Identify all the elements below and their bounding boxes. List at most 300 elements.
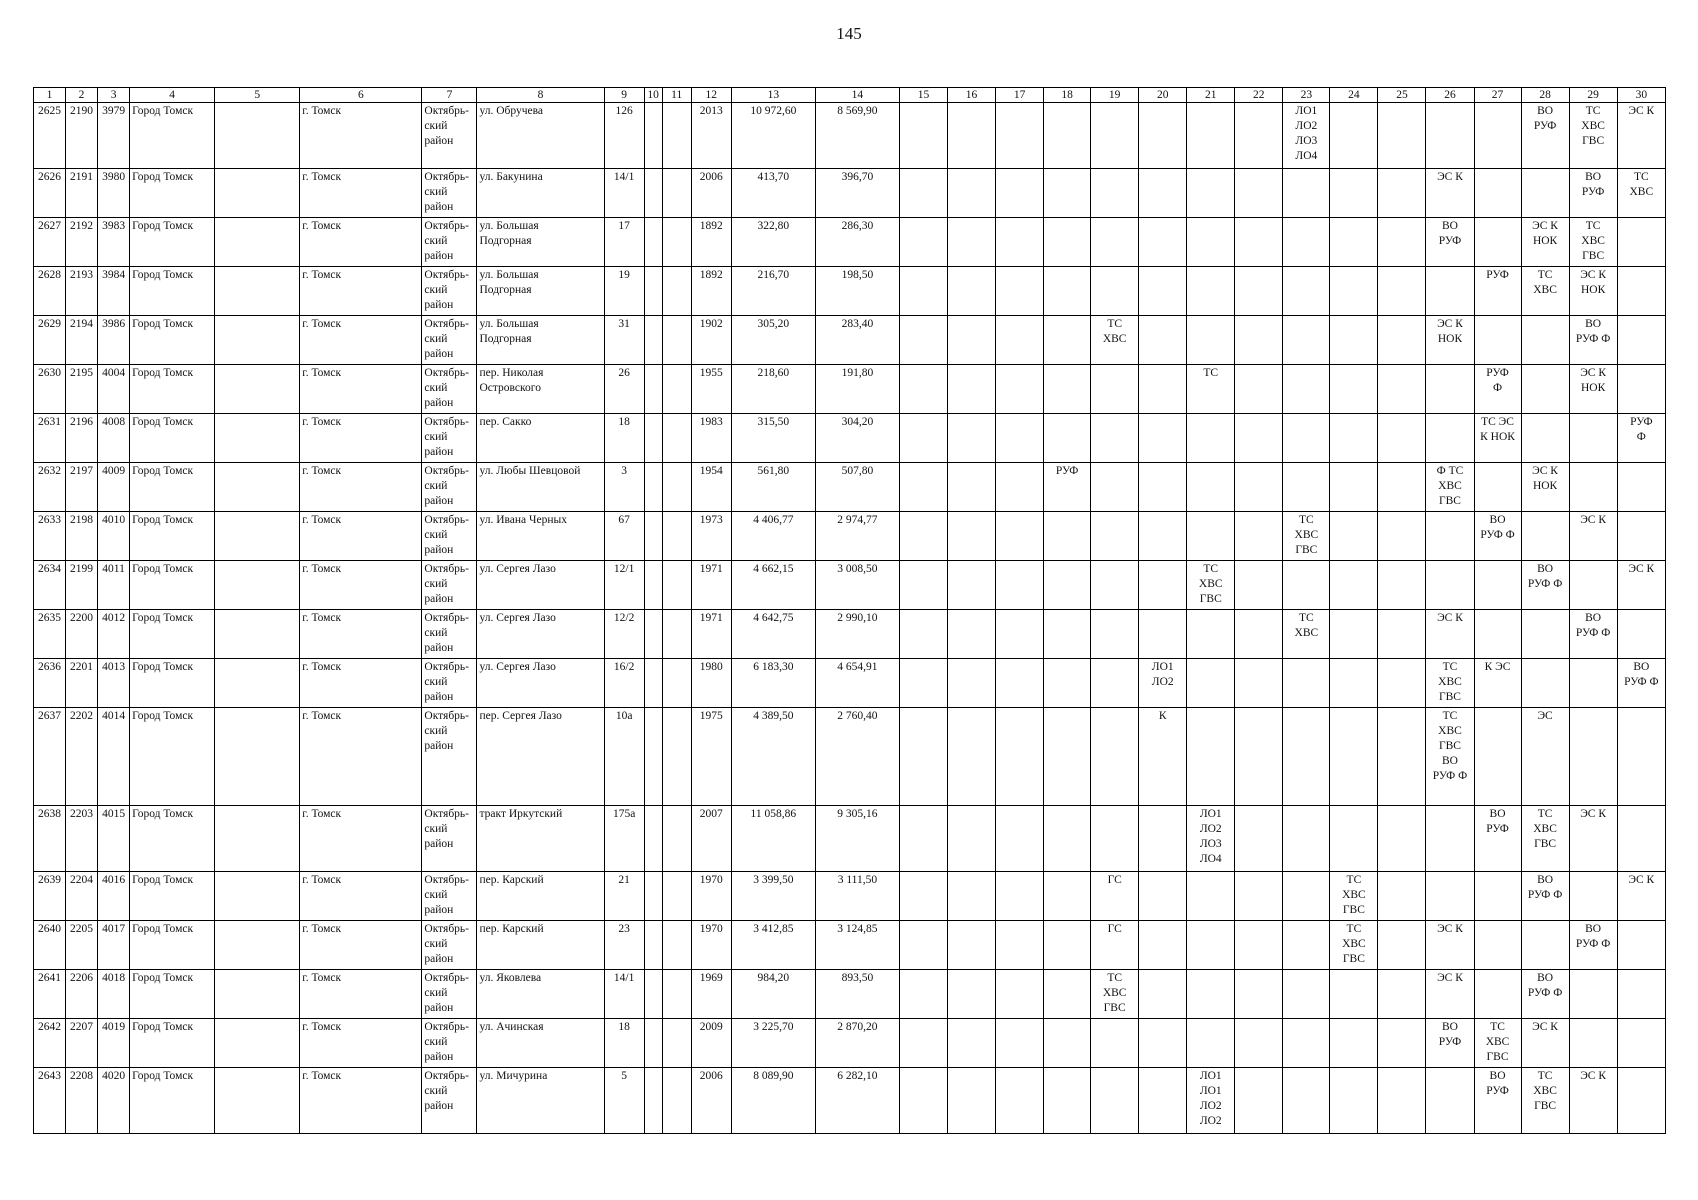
table-cell-col-28: ВО РУФ	[1521, 103, 1569, 169]
table-cell-col-30	[1617, 806, 1665, 872]
column-header-22: 22	[1235, 88, 1283, 103]
table-cell-col-5	[215, 659, 300, 708]
table-cell-col-22	[1235, 806, 1283, 872]
table-cell-col-22	[1235, 316, 1283, 365]
table-cell-col-30	[1617, 512, 1665, 561]
table-cell-col-24	[1330, 708, 1378, 806]
table-cell-col-17	[996, 970, 1044, 1019]
table-cell-col-6: г. Томск	[300, 1068, 422, 1134]
table-cell-col-8: ул. Сергея Лазо	[477, 561, 604, 610]
table-cell-col-29: ЭС К НОК	[1569, 365, 1617, 414]
table-cell-col-27	[1474, 316, 1521, 365]
column-header-27: 27	[1474, 88, 1521, 103]
table-cell-col-11	[662, 806, 691, 872]
table-cell-col-18	[1044, 561, 1091, 610]
table-cell-col-1: 2633	[34, 512, 66, 561]
table-cell-col-23	[1283, 806, 1330, 872]
table-cell-col-12: 2009	[691, 1019, 731, 1068]
table-cell-col-12: 1892	[691, 218, 731, 267]
column-header-5: 5	[215, 88, 300, 103]
table-row	[34, 169, 1666, 218]
table-cell-col-8: пер. Карский	[477, 872, 604, 921]
table-cell-col-24	[1330, 806, 1378, 872]
table-cell-col-4: Город Томск	[130, 463, 215, 512]
registry-table-container	[33, 87, 1666, 1134]
table-cell-col-17	[996, 414, 1044, 463]
table-row	[34, 708, 1666, 806]
table-cell-col-11	[662, 561, 691, 610]
table-cell-col-22	[1235, 169, 1283, 218]
table-cell-col-27	[1474, 103, 1521, 169]
table-cell-col-14: 3 111,50	[815, 872, 899, 921]
table-cell-col-2: 2192	[66, 218, 98, 267]
table-cell-col-16	[948, 872, 996, 921]
table-cell-col-17	[996, 365, 1044, 414]
table-cell-col-4: Город Томск	[130, 103, 215, 169]
table-cell-col-23	[1283, 1019, 1330, 1068]
table-cell-col-27: ТС ХВС ГВС	[1474, 1019, 1521, 1068]
table-cell-col-29: ВО РУФ Ф	[1569, 921, 1617, 970]
table-cell-col-19	[1091, 218, 1139, 267]
table-cell-col-25	[1378, 169, 1426, 218]
table-cell-col-18	[1044, 1019, 1091, 1068]
table-cell-col-29	[1569, 1019, 1617, 1068]
table-cell-col-3: 3983	[98, 218, 130, 267]
table-cell-col-21	[1187, 1019, 1235, 1068]
table-cell-col-12: 1970	[691, 921, 731, 970]
table-cell-col-17	[996, 659, 1044, 708]
table-cell-col-25	[1378, 708, 1426, 806]
table-cell-col-22	[1235, 970, 1283, 1019]
table-cell-col-12: 1955	[691, 365, 731, 414]
table-cell-col-11	[662, 463, 691, 512]
table-cell-col-8: ул. Ивана Черных	[477, 512, 604, 561]
table-cell-col-6: г. Томск	[300, 561, 422, 610]
table-cell-col-1: 2636	[34, 659, 66, 708]
table-cell-col-2: 2203	[66, 806, 98, 872]
table-row	[34, 872, 1666, 921]
table-cell-col-28	[1521, 169, 1569, 218]
table-cell-col-20	[1139, 610, 1187, 659]
table-cell-col-8: ул. Ачинская	[477, 1019, 604, 1068]
column-header-11: 11	[662, 88, 691, 103]
table-cell-col-9: 14/1	[604, 970, 644, 1019]
table-cell-col-29: ВО РУФ Ф	[1569, 610, 1617, 659]
table-cell-col-13: 6 183,30	[731, 659, 815, 708]
table-cell-col-19	[1091, 414, 1139, 463]
table-cell-col-24	[1330, 1068, 1378, 1134]
table-cell-col-11	[662, 921, 691, 970]
table-cell-col-30	[1617, 316, 1665, 365]
table-cell-col-13: 305,20	[731, 316, 815, 365]
table-cell-col-26: ЭС К НОК	[1426, 316, 1474, 365]
column-header-3: 3	[98, 88, 130, 103]
table-cell-col-12: 2006	[691, 1068, 731, 1134]
table-cell-col-26	[1426, 414, 1474, 463]
table-cell-col-5	[215, 414, 300, 463]
table-cell-col-25	[1378, 463, 1426, 512]
table-cell-col-17	[996, 561, 1044, 610]
table-cell-col-25	[1378, 414, 1426, 463]
table-cell-col-5	[215, 365, 300, 414]
table-row	[34, 610, 1666, 659]
table-cell-col-22	[1235, 512, 1283, 561]
table-cell-col-24	[1330, 970, 1378, 1019]
table-cell-col-14: 2 870,20	[815, 1019, 899, 1068]
column-header-25: 25	[1378, 88, 1426, 103]
table-cell-col-27	[1474, 921, 1521, 970]
table-cell-col-16	[948, 561, 996, 610]
table-cell-col-22	[1235, 561, 1283, 610]
table-cell-col-26	[1426, 267, 1474, 316]
table-cell-col-23	[1283, 169, 1330, 218]
table-cell-col-23	[1283, 1068, 1330, 1134]
table-cell-col-11	[662, 1068, 691, 1134]
table-cell-col-1: 2625	[34, 103, 66, 169]
table-cell-col-29	[1569, 414, 1617, 463]
table-cell-col-2: 2194	[66, 316, 98, 365]
table-cell-col-15	[899, 970, 947, 1019]
table-cell-col-23	[1283, 659, 1330, 708]
table-cell-col-9: 16/2	[604, 659, 644, 708]
table-cell-col-10	[644, 414, 662, 463]
table-cell-col-26: ЭС К	[1426, 970, 1474, 1019]
table-cell-col-19	[1091, 103, 1139, 169]
table-cell-col-6: г. Томск	[300, 659, 422, 708]
table-cell-col-10	[644, 970, 662, 1019]
table-cell-col-18	[1044, 414, 1091, 463]
table-cell-col-27: ВО РУФ Ф	[1474, 512, 1521, 561]
table-cell-col-29: ВО РУФ	[1569, 169, 1617, 218]
table-cell-col-5	[215, 218, 300, 267]
table-cell-col-19	[1091, 267, 1139, 316]
table-cell-col-25	[1378, 659, 1426, 708]
table-cell-col-1: 2630	[34, 365, 66, 414]
table-cell-col-18	[1044, 1068, 1091, 1134]
table-cell-col-18	[1044, 659, 1091, 708]
table-cell-col-28: ЭС К НОК	[1521, 218, 1569, 267]
table-cell-col-30	[1617, 218, 1665, 267]
table-cell-col-2: 2200	[66, 610, 98, 659]
table-cell-col-9: 175а	[604, 806, 644, 872]
table-cell-col-23	[1283, 970, 1330, 1019]
table-cell-col-15	[899, 103, 947, 169]
table-cell-col-3: 4004	[98, 365, 130, 414]
table-cell-col-20	[1139, 463, 1187, 512]
table-cell-col-13: 216,70	[731, 267, 815, 316]
table-cell-col-25	[1378, 872, 1426, 921]
table-cell-col-3: 4010	[98, 512, 130, 561]
table-row	[34, 970, 1666, 1019]
table-cell-col-11	[662, 218, 691, 267]
table-cell-col-30	[1617, 1068, 1665, 1134]
table-cell-col-22	[1235, 659, 1283, 708]
table-cell-col-18	[1044, 921, 1091, 970]
table-cell-col-24	[1330, 512, 1378, 561]
table-cell-col-14: 9 305,16	[815, 806, 899, 872]
table-cell-col-6: г. Томск	[300, 267, 422, 316]
table-cell-col-13: 322,80	[731, 218, 815, 267]
table-cell-col-23	[1283, 561, 1330, 610]
column-header-12: 12	[691, 88, 731, 103]
table-cell-col-28: ЭС К НОК	[1521, 463, 1569, 512]
table-cell-col-28	[1521, 512, 1569, 561]
table-cell-col-7: Октябрь- ский район	[422, 970, 477, 1019]
table-cell-col-19	[1091, 806, 1139, 872]
table-cell-col-20	[1139, 316, 1187, 365]
table-cell-col-9: 21	[604, 872, 644, 921]
table-cell-col-9: 18	[604, 414, 644, 463]
table-cell-col-24	[1330, 169, 1378, 218]
table-cell-col-8: пер. Сакко	[477, 414, 604, 463]
table-cell-col-10	[644, 561, 662, 610]
table-cell-col-14: 2 974,77	[815, 512, 899, 561]
table-cell-col-19	[1091, 1019, 1139, 1068]
table-cell-col-1: 2642	[34, 1019, 66, 1068]
table-cell-col-24	[1330, 103, 1378, 169]
table-cell-col-27: РУФ Ф	[1474, 365, 1521, 414]
table-cell-col-13: 4 406,77	[731, 512, 815, 561]
table-cell-col-19	[1091, 169, 1139, 218]
table-cell-col-28: ВО РУФ Ф	[1521, 970, 1569, 1019]
table-cell-col-5	[215, 1068, 300, 1134]
table-cell-col-5	[215, 921, 300, 970]
table-cell-col-30	[1617, 1019, 1665, 1068]
table-cell-col-25	[1378, 1068, 1426, 1134]
table-cell-col-6: г. Томск	[300, 316, 422, 365]
table-cell-col-2: 2199	[66, 561, 98, 610]
table-cell-col-20	[1139, 1019, 1187, 1068]
table-cell-col-22	[1235, 708, 1283, 806]
table-cell-col-11	[662, 872, 691, 921]
table-cell-col-9: 23	[604, 921, 644, 970]
table-cell-col-15	[899, 512, 947, 561]
table-cell-col-10	[644, 708, 662, 806]
table-cell-col-28: ВО РУФ Ф	[1521, 872, 1569, 921]
table-cell-col-10	[644, 103, 662, 169]
table-cell-col-26: ЭС К	[1426, 921, 1474, 970]
table-cell-col-10	[644, 806, 662, 872]
table-cell-col-19	[1091, 659, 1139, 708]
table-cell-col-4: Город Томск	[130, 659, 215, 708]
table-cell-col-6: г. Томск	[300, 708, 422, 806]
table-cell-col-8: ул. Бакунина	[477, 169, 604, 218]
table-cell-col-28: ЭС К	[1521, 1019, 1569, 1068]
table-cell-col-21	[1187, 659, 1235, 708]
table-cell-col-13: 3 225,70	[731, 1019, 815, 1068]
table-cell-col-22	[1235, 463, 1283, 512]
table-cell-col-18	[1044, 267, 1091, 316]
table-cell-col-30	[1617, 970, 1665, 1019]
table-cell-col-22	[1235, 414, 1283, 463]
table-cell-col-12: 1971	[691, 610, 731, 659]
table-cell-col-26	[1426, 806, 1474, 872]
table-cell-col-29	[1569, 659, 1617, 708]
table-cell-col-16	[948, 659, 996, 708]
table-cell-col-4: Город Томск	[130, 169, 215, 218]
table-cell-col-10	[644, 610, 662, 659]
table-cell-col-9: 12/2	[604, 610, 644, 659]
table-cell-col-23: ЛО1 ЛО2 ЛО3 ЛО4	[1283, 103, 1330, 169]
table-cell-col-10	[644, 218, 662, 267]
table-cell-col-17	[996, 103, 1044, 169]
table-cell-col-4: Город Томск	[130, 267, 215, 316]
table-cell-col-6: г. Томск	[300, 169, 422, 218]
table-cell-col-24	[1330, 414, 1378, 463]
table-cell-col-15	[899, 463, 947, 512]
table-row	[34, 1068, 1666, 1134]
table-cell-col-17	[996, 267, 1044, 316]
table-cell-col-28: ВО РУФ Ф	[1521, 561, 1569, 610]
table-cell-col-30: ТС ХВС	[1617, 169, 1665, 218]
table-cell-col-13: 11 058,86	[731, 806, 815, 872]
table-cell-col-26: ТС ХВС ГВС	[1426, 659, 1474, 708]
table-cell-col-21	[1187, 316, 1235, 365]
table-cell-col-28	[1521, 921, 1569, 970]
column-header-26: 26	[1426, 88, 1474, 103]
table-cell-col-28: ТС ХВС ГВС	[1521, 806, 1569, 872]
table-cell-col-1: 2629	[34, 316, 66, 365]
table-cell-col-18	[1044, 970, 1091, 1019]
column-header-6: 6	[300, 88, 422, 103]
table-cell-col-30	[1617, 921, 1665, 970]
table-cell-col-29	[1569, 708, 1617, 806]
column-header-28: 28	[1521, 88, 1569, 103]
table-cell-col-19: ГС	[1091, 872, 1139, 921]
table-cell-col-30	[1617, 365, 1665, 414]
column-header-2: 2	[66, 88, 98, 103]
table-cell-col-2: 2202	[66, 708, 98, 806]
table-cell-col-19	[1091, 708, 1139, 806]
table-cell-col-5	[215, 610, 300, 659]
table-cell-col-22	[1235, 267, 1283, 316]
table-cell-col-7: Октябрь- ский район	[422, 414, 477, 463]
table-cell-col-2: 2193	[66, 267, 98, 316]
table-cell-col-7: Октябрь- ский район	[422, 921, 477, 970]
column-header-29: 29	[1569, 88, 1617, 103]
table-cell-col-8: ул. Мичурина	[477, 1068, 604, 1134]
table-cell-col-28	[1521, 659, 1569, 708]
table-row	[34, 267, 1666, 316]
table-cell-col-4: Город Томск	[130, 414, 215, 463]
table-cell-col-1: 2637	[34, 708, 66, 806]
table-cell-col-27	[1474, 610, 1521, 659]
table-cell-col-2: 2190	[66, 103, 98, 169]
table-cell-col-6: г. Томск	[300, 921, 422, 970]
table-cell-col-2: 2208	[66, 1068, 98, 1134]
table-cell-col-27	[1474, 708, 1521, 806]
table-row	[34, 512, 1666, 561]
table-cell-col-1: 2626	[34, 169, 66, 218]
table-cell-col-22	[1235, 921, 1283, 970]
table-cell-col-8: ул. Большая Подгорная	[477, 316, 604, 365]
table-cell-col-1: 2634	[34, 561, 66, 610]
table-cell-col-21	[1187, 610, 1235, 659]
column-header-24: 24	[1330, 88, 1378, 103]
table-cell-col-23	[1283, 463, 1330, 512]
table-cell-col-25	[1378, 316, 1426, 365]
table-cell-col-15	[899, 1019, 947, 1068]
table-cell-col-4: Город Томск	[130, 921, 215, 970]
table-cell-col-7: Октябрь- ский район	[422, 1068, 477, 1134]
column-header-17: 17	[996, 88, 1044, 103]
table-cell-col-29: ТС ХВС ГВС	[1569, 103, 1617, 169]
table-cell-col-9: 5	[604, 1068, 644, 1134]
table-cell-col-17	[996, 218, 1044, 267]
table-cell-col-29: ТС ХВС ГВС	[1569, 218, 1617, 267]
table-cell-col-21	[1187, 872, 1235, 921]
table-cell-col-24	[1330, 610, 1378, 659]
table-cell-col-15	[899, 414, 947, 463]
table-cell-col-21: ТС	[1187, 365, 1235, 414]
table-cell-col-13: 315,50	[731, 414, 815, 463]
table-cell-col-16	[948, 708, 996, 806]
table-cell-col-7: Октябрь- ский район	[422, 267, 477, 316]
table-cell-col-11	[662, 365, 691, 414]
table-cell-col-28: ТС ХВС	[1521, 267, 1569, 316]
table-cell-col-13: 561,80	[731, 463, 815, 512]
table-cell-col-20: ЛО1 ЛО2	[1139, 659, 1187, 708]
table-cell-col-9: 10а	[604, 708, 644, 806]
table-cell-col-8: пер. Сергея Лазо	[477, 708, 604, 806]
table-cell-col-1: 2627	[34, 218, 66, 267]
table-cell-col-20	[1139, 970, 1187, 1019]
table-cell-col-20	[1139, 561, 1187, 610]
column-header-23: 23	[1283, 88, 1330, 103]
table-cell-col-11	[662, 103, 691, 169]
table-cell-col-23	[1283, 267, 1330, 316]
table-cell-col-5	[215, 463, 300, 512]
table-cell-col-24	[1330, 218, 1378, 267]
column-header-18: 18	[1044, 88, 1091, 103]
table-cell-col-24	[1330, 1019, 1378, 1068]
table-cell-col-4: Город Томск	[130, 708, 215, 806]
table-cell-col-9: 18	[604, 1019, 644, 1068]
table-cell-col-14: 2 990,10	[815, 610, 899, 659]
table-cell-col-5	[215, 512, 300, 561]
table-cell-col-12: 1970	[691, 872, 731, 921]
table-cell-col-3: 4018	[98, 970, 130, 1019]
table-cell-col-24: ТС ХВС ГВС	[1330, 872, 1378, 921]
table-cell-col-2: 2201	[66, 659, 98, 708]
table-cell-col-16	[948, 1068, 996, 1134]
table-cell-col-12: 1983	[691, 414, 731, 463]
table-cell-col-2: 2206	[66, 970, 98, 1019]
table-cell-col-24	[1330, 316, 1378, 365]
table-cell-col-3: 4014	[98, 708, 130, 806]
table-cell-col-7: Октябрь- ский район	[422, 659, 477, 708]
table-cell-col-19	[1091, 512, 1139, 561]
table-cell-col-30	[1617, 463, 1665, 512]
table-cell-col-19	[1091, 365, 1139, 414]
table-cell-col-18	[1044, 218, 1091, 267]
table-cell-col-27: ТС ЭС К НОК	[1474, 414, 1521, 463]
table-cell-col-2: 2205	[66, 921, 98, 970]
table-cell-col-29	[1569, 872, 1617, 921]
table-cell-col-3: 3984	[98, 267, 130, 316]
table-cell-col-7: Октябрь- ский район	[422, 561, 477, 610]
table-cell-col-12: 1969	[691, 970, 731, 1019]
table-cell-col-24	[1330, 267, 1378, 316]
table-cell-col-4: Город Томск	[130, 970, 215, 1019]
table-cell-col-14: 286,30	[815, 218, 899, 267]
table-cell-col-11	[662, 169, 691, 218]
table-cell-col-22	[1235, 610, 1283, 659]
table-cell-col-21: ТС ХВС ГВС	[1187, 561, 1235, 610]
table-cell-col-16	[948, 316, 996, 365]
table-cell-col-8: ул. Любы Шевцовой	[477, 463, 604, 512]
table-cell-col-6: г. Томск	[300, 218, 422, 267]
